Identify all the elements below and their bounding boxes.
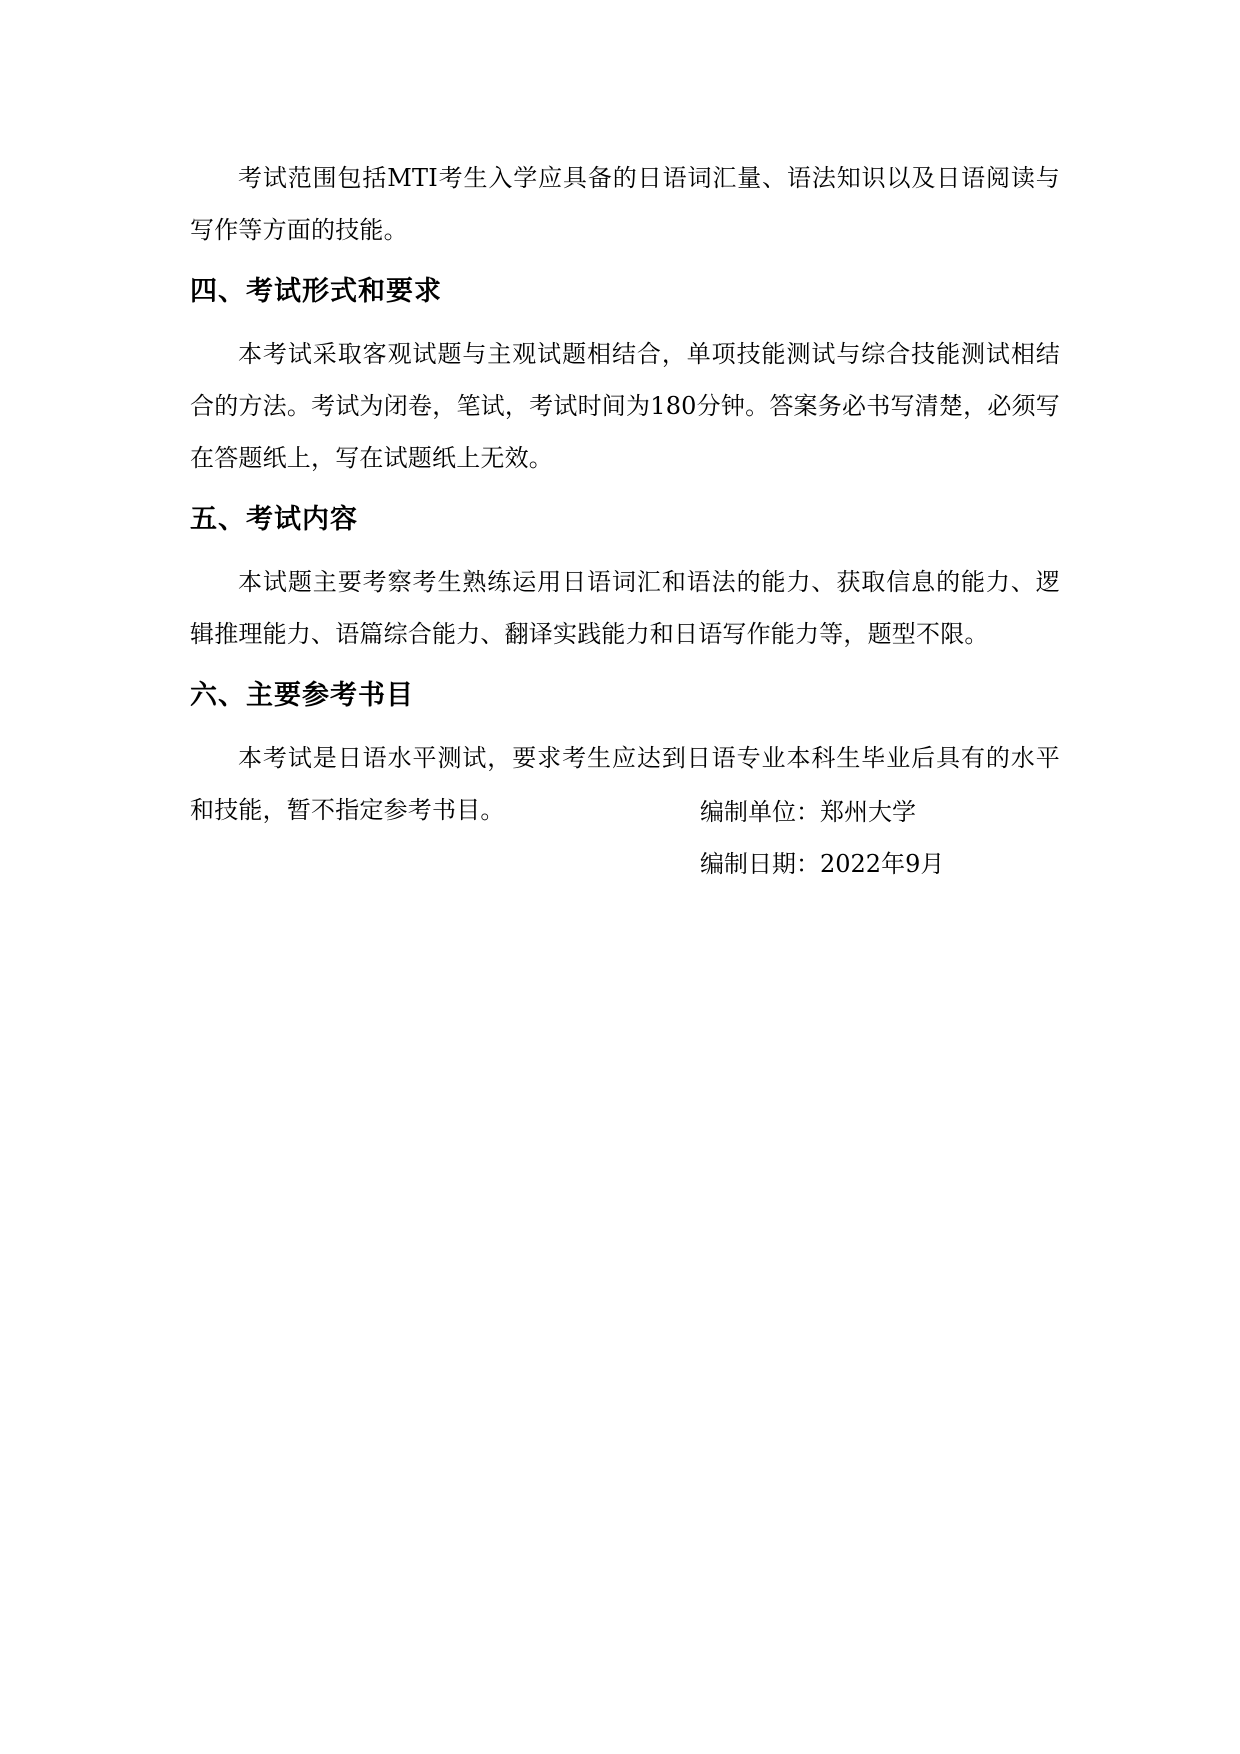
section-6-heading: 六、主要参考书目 [190,680,414,711]
section-5-paragraph: 本试题主要考察考生熟练运用日语词汇和语法的能力、获取信息的能力、逻辑推理能力、语篇综合能力、翻译实践能力和日语写作能力等，题型不限。 [190,568,1060,648]
section-4-heading: 四、考试形式和要求 [190,276,442,307]
document-body [190,152,1060,836]
exam-scope-paragraph: 考试范围包括MTI考生入学应具备的日语词汇量、语法知识以及日语阅读与写作等方面的技能。 [190,164,1060,244]
section-5-heading: 五、考试内容 [190,504,358,535]
compiling-date: 编制日期：2022年9月 [700,850,945,878]
section-6-paragraph: 本考试是日语水平测试，要求考生应达到日语专业本科生毕业后具有的水平和技能，暂不指定参考书目。 [190,744,1060,824]
section-4-paragraph: 本考试采取客观试题与主观试题相结合，单项技能测试与综合技能测试相结合的方法。考试为闭卷，笔试，考试时间为180分钟。答案务必书写清楚，必须写在答题纸上，写在试题纸上无效。 [190,340,1060,472]
compiling-unit: 编制单位：郑州大学 [700,798,916,826]
